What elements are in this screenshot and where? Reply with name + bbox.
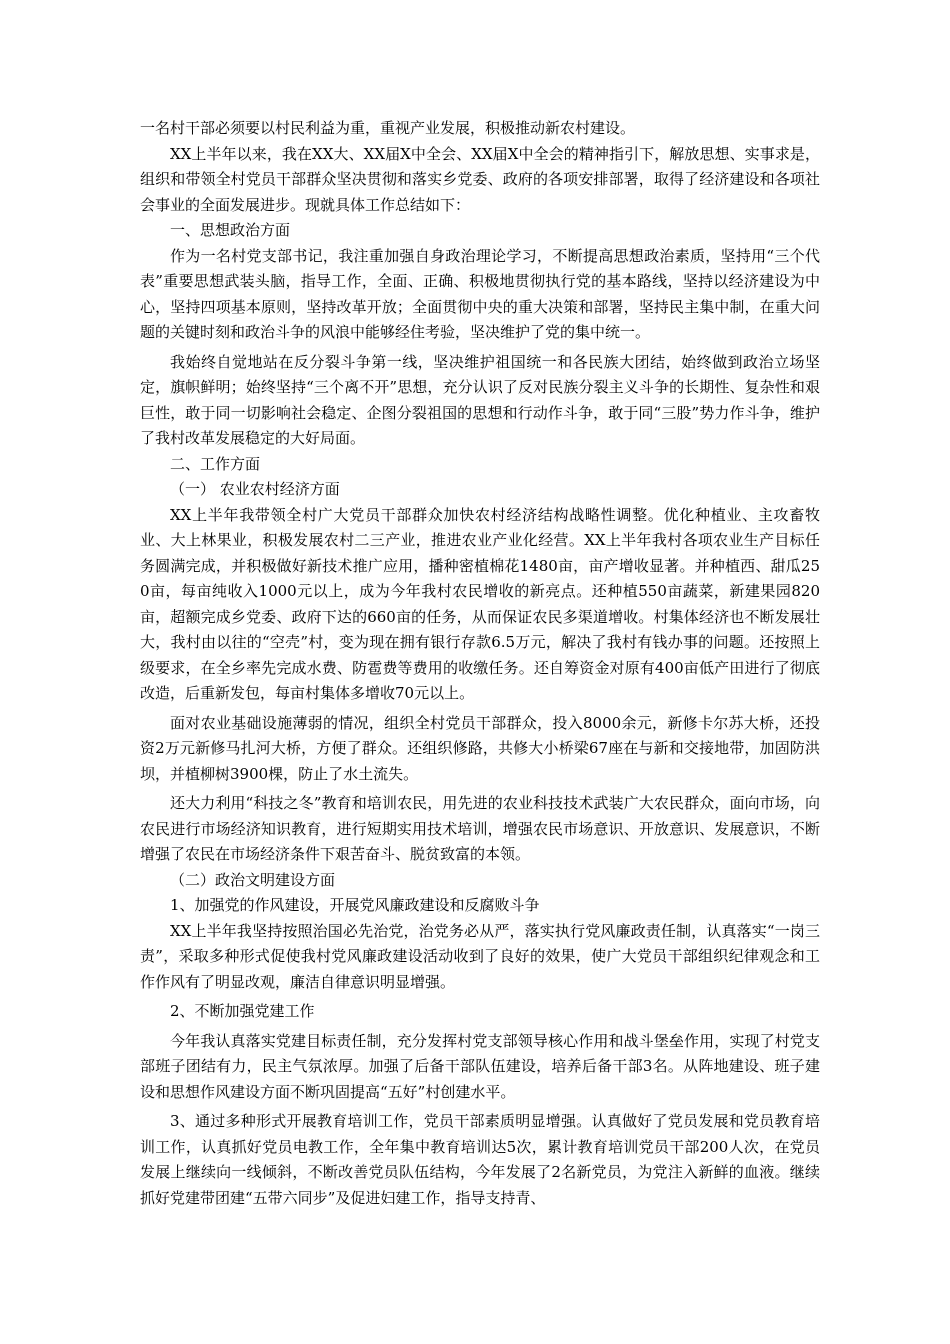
paragraph-anti-separatism: 我始终自觉地站在反分裂斗争第一线，坚决维护祖国统一和各民族大团结，始终做到政治立场坚定，旗帜鲜明；始终坚持“三个离不开”思想，充分认识了反对民族分裂主义斗争的长期性、复杂性和艰巨性，敢于同一切影响社会稳定、企图分裂祖国的思想和行动作斗争，敢于同“三股”势力作斗争，维护了我村改革发展稳定的大好局面。	[140, 352, 820, 447]
paragraph-intro: 一名村干部必须要以村民利益为重，重视产业发展，积极推动新农村建设。	[140, 119, 636, 137]
paragraph-party-building: 今年我认真落实党建目标责任制，充分发挥村党支部领导核心作用和战斗堡垒作用，实现了村党支部班子团结有力，民主气氛浓厚。加强了后备干部队伍建设，培养后备干部3名。从阵地建设、班子建设和思想作风建设方面不断巩固提高“五好”村创建水平。	[140, 1031, 820, 1101]
subheading-agriculture: （一） 农业农村经济方面	[170, 480, 340, 498]
paragraph-overview: XX上半年以来，我在XX大、XX届X中全会、XX届X中全会的精神指引下，解放思想、实事求是，组织和带领全村党员干部群众坚决贯彻和落实乡党委、政府的各项安排部署，取得了经济建设和各项社会事业的全面发展进步。现就具体工作总结如下：	[140, 144, 820, 214]
paragraph-education-training: 3、通过多种形式开展教育培训工作，党员干部素质明显增强。认真做好了党员发展和党员教育培训工作，认真抓好党员电教工作，全年集中教育培训达5次，累计教育培训党员干部200人次，在党员发展上继续向一线倾斜，不断改善党员队伍结构，今年发展了2名新党员，为党注入新鲜的血液。继续抓好党建带团建“五带六同步”及促进妇建工作，指导支持青、	[140, 1112, 820, 1207]
paragraph-agriculture: XX上半年我带领全村广大党员干部群众加快农村经济结构战略性调整。优化种植业、主攻畜牧业、大上林果业，积极发展农村二三产业，推进农业产业化经营。XX上半年我村各项农业生产目标任务圆满完成，并积极做好新技术推广应用，播种密植棉花1480亩，亩产增收显著。并种植西、甜瓜250亩，每亩纯收入1000元以上，成为今年我村农民增收的新亮点。还种植550亩蔬菜，新建果园820亩，超额完成乡党委、政府下达的660亩的任务，从而保证农民多渠道增收。村集体经济也不断发展壮大，我村由以往的“空壳”村，变为现在拥有银行存款6.5万元，解决了我村有钱办事的问题。还按照上级要求，在全乡率先完成水费、防雹费等费用的收缴任务。还自筹资金对原有400亩低产田进行了彻底改造，后重新发包，每亩村集体多增收70元以上。	[140, 505, 820, 702]
paragraph-training: 还大力利用“科技之冬”教育和培训农民，用先进的农业科技技术武装广大农民群众，面向市场，向农民进行市场经济知识教育，进行短期实用技术培训，增强农民市场意识、开放意识、发展意识，不断增强了农民在市场经济条件下艰苦奋斗、脱贫致富的本领。	[140, 794, 820, 863]
heading-work: 二、工作方面	[170, 454, 261, 473]
heading-political-thought: 一、思想政治方面	[170, 221, 291, 239]
subheading-political-civilization: （二）政治文明建设方面	[170, 870, 336, 889]
item-heading-party-building: 2、不断加强党建工作	[170, 1002, 315, 1020]
document-page	[140, 116, 820, 1211]
paragraph-political-study: 作为一名村党支部书记，我注重加强自身政治理论学习，不断提高思想政治素质，坚持用“三个代表”重要思想武装头脑，指导工作，全面、正确、积极地贯彻执行党的基本路线，坚持以经济建设为中心，坚持四项基本原则，坚持改革开放；全面贯彻中央的重大决策和部署，坚持民主集中制，在重大问题的关键时刻和政治斗争的风浪中能够经住考验，坚决维护了党的集中统一。	[140, 246, 820, 341]
paragraph-infrastructure: 面对农业基础设施薄弱的情况，组织全村党员干部群众，投入8000余元，新修卡尔苏大桥，还投资2万元新修马扎河大桥，方便了群众。还组织修路，共修大小桥梁67座在与新和交接地带，加固防洪坝，并植柳树3900棵，防止了水土流失。	[140, 713, 820, 783]
item-heading-party-style: 1、加强党的作风建设，开展党风廉政建设和反腐败斗争	[170, 896, 540, 914]
paragraph-party-style: XX上半年我坚持按照治国必先治党，治党务必从严，落实执行党风廉政责任制，认真落实“一岗三责”，采取多种形式促使我村党风廉政建设活动收到了良好的效果，使广大党员干部组织纪律观念和工作作风有了明显改观，廉洁自律意识明显增强。	[140, 921, 820, 991]
